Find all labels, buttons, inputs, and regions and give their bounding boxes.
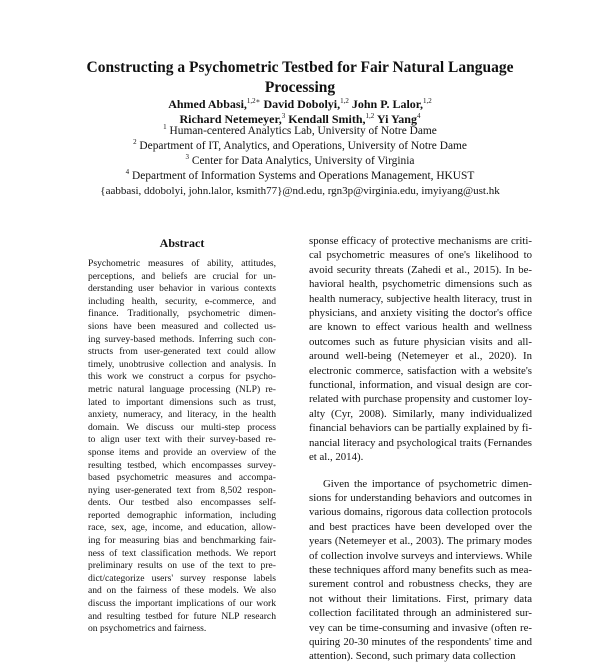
author-name: Yi Yang	[376, 112, 417, 126]
text-line: financial behaviors can be partially explained by fi-	[309, 422, 532, 435]
text-line: collection facilitated through an administered sur-	[309, 607, 532, 620]
text-line: resulting testbed, which encompasses survey-	[88, 459, 276, 471]
text-line: based psychometric measures and accompa-	[88, 472, 276, 484]
affiliation-list	[40, 124, 560, 184]
text-line: to align user text with their survey-based re-	[88, 434, 276, 446]
affiliation-marker: 4	[125, 168, 130, 177]
affiliation-text: Department of IT, Analytics, and Operations, University of Notre Dame	[139, 140, 467, 152]
text-line: ing for measuring bias and benchmarking fair-	[88, 535, 276, 547]
text-line: preliminary results on use of the text to pre-	[88, 560, 276, 572]
text-line: Given the importance of psychometric dimen-	[323, 477, 532, 490]
text-line: outcomes such as future physician visits and all-	[309, 335, 532, 348]
paper-title	[60, 58, 540, 98]
text-line: et al., 2014).	[309, 451, 364, 464]
text-line: of collection involve surveys and interviews. While	[309, 549, 532, 562]
text-line: Psychometric measures of ability, attitudes,	[88, 258, 276, 269]
text-line: perceptions, and beliefs are crucial for un-	[88, 270, 276, 282]
text-line: lated to important dimensions such as trust,	[88, 396, 276, 408]
text-line: and on the fairness of these models. We also	[88, 585, 276, 597]
text-line: surement control and robustness checks, they are	[309, 578, 532, 591]
author-affil-marker: 3	[281, 112, 286, 120]
text-line: not without their limitations. First, primary data	[309, 592, 532, 605]
author-affil-marker: 4	[416, 112, 421, 120]
text-line: quiring 20-30 minutes of the respondents' time and	[309, 635, 532, 648]
body-paragraph-1	[309, 234, 532, 465]
text-line: sponse items and provide an overview of the	[88, 446, 276, 458]
author-name: Richard Netemeyer,	[179, 112, 282, 126]
text-line: alty (Cyr, 2008). Similarly, many individualized	[309, 407, 532, 420]
author-list	[60, 97, 540, 127]
affiliation-text: Human-centered Analytics Lab, University of Notre Dame	[169, 125, 437, 137]
text-line: havioral health, psychometric dimensions such as	[309, 278, 532, 291]
text-line: reported demographic information, including	[88, 509, 276, 521]
text-line: timely, unobtrusive collection and analysis. In	[88, 358, 276, 370]
text-line: structs from user-generated text could allow	[88, 346, 276, 358]
text-line: and best practices have been developed over the	[309, 520, 532, 533]
text-line: derstanding user behavior in various contexts	[88, 283, 276, 295]
text-line: electronic commerce, satisfaction with a website's	[309, 364, 532, 377]
text-line: related with purchase propensity and customer loy-	[309, 393, 532, 406]
text-line: these techniques afford many benefits such as mea-	[309, 563, 532, 576]
author-affil-marker: 1,2	[365, 112, 375, 120]
body-paragraph-2	[309, 477, 532, 664]
text-line: sions have been measured and collected us-	[88, 320, 276, 332]
title-line: Processing	[264, 79, 336, 96]
abstract-heading: Abstract	[159, 236, 205, 250]
title-line: Constructing a Psychometric Testbed for Fair Natural Language	[86, 59, 514, 76]
author-name: David Dobolyi,	[263, 97, 341, 111]
text-line: years (Netemeyer et al., 2003). The primary modes	[309, 535, 532, 548]
author-emails: {aabbasi, ddobolyi, john.lalor, ksmith77}@nd.edu, rgn3p@virginia.edu, imyiyang@ust.hk	[100, 185, 500, 197]
text-line: ing survey-based methods. Inferring such con-	[88, 333, 276, 345]
abstract-body	[88, 258, 276, 636]
author-name: Kendall Smith,	[288, 112, 366, 126]
text-line: including health, security, e-commerce, and	[88, 295, 276, 307]
text-line: this work we construct a corpus for psycho-	[88, 371, 276, 383]
text-line: sponse efficacy of protective mechanisms are criti-	[309, 235, 532, 247]
text-line: attention). Second, such primary data collection	[309, 650, 516, 663]
text-line: around well-being (Netemeyer et al., 2020). In	[309, 350, 532, 363]
author-name: Ahmed Abbasi,	[168, 97, 247, 111]
text-line: and resulting testbed for future NLP research	[88, 610, 276, 622]
text-line: cal psychometric measures of one's likelihood to	[309, 249, 532, 262]
text-line: race, sex, age, income, and education, allow-	[88, 522, 276, 534]
text-line: functional, information, and visual design are cor-	[309, 379, 532, 392]
text-line: on psychometrics and fairness.	[88, 623, 207, 635]
affiliation-text: Department of Information Systems and Operations Management, HKUST	[132, 170, 475, 182]
body-column-right	[309, 234, 532, 664]
text-line: physicians, and anxiety visiting the doctor's office	[309, 307, 532, 320]
text-line: nancial literacy and psychological traits (Fernandes	[309, 436, 532, 449]
affiliation-marker: 2	[133, 138, 137, 147]
text-line: sions for understanding behaviors and outcomes in	[309, 491, 532, 504]
author-affil-marker: 1,2	[340, 97, 349, 105]
text-line: vey can be time-consuming and invasive (often re-	[309, 621, 532, 634]
text-line: anxiety, numeracy, and literacy, in the health	[88, 409, 276, 421]
affiliation-marker: 3	[185, 153, 190, 162]
affiliation-marker: 1	[163, 123, 167, 132]
text-line: dents. Our testbed also encompasses self-	[88, 497, 276, 509]
affiliation	[40, 154, 560, 169]
affiliation	[40, 169, 560, 184]
text-line: domain. We discuss our multi-step process	[88, 421, 276, 433]
text-line: metric natural language processing (NLP) re-	[88, 383, 276, 395]
text-line: are known to effect various health and wellness	[309, 321, 532, 334]
text-line: dict/categorize users' survey response labels	[88, 572, 276, 584]
author-affil-marker: 1,2∗	[246, 97, 261, 105]
author-name: John P. Lalor,	[351, 97, 424, 111]
affiliation-text: Center for Data Analytics, University of Virginia	[191, 155, 415, 167]
affiliation	[40, 124, 560, 139]
text-line: various domains, rigorous data collection protocols	[309, 506, 532, 519]
text-line: avoid security threats (Zahedi et al., 2015). In be-	[309, 263, 532, 276]
text-line: nying user-generated text from 8,502 respon-	[88, 484, 276, 496]
text-line: ness of text classification methods. We report	[88, 547, 276, 559]
text-line: finance. Traditionally, psychometric dimen-	[88, 308, 276, 320]
author-affil-marker: 1,2	[423, 97, 432, 105]
affiliation	[40, 139, 560, 154]
text-line: discuss the important implications of our work	[88, 598, 276, 610]
text-line: health numeracy, subjective health literacy, trust in	[309, 292, 532, 305]
